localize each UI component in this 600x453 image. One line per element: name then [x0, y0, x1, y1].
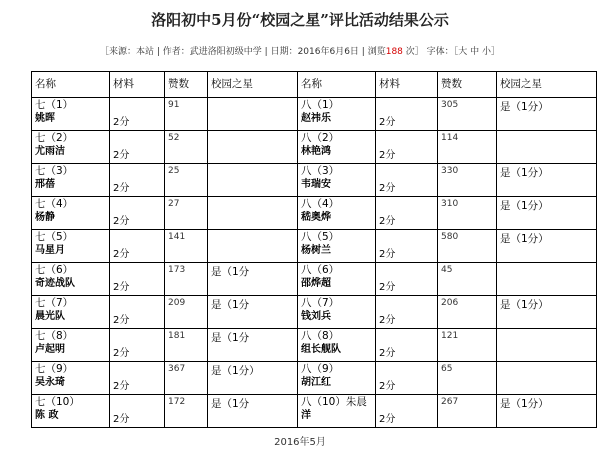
vote-count: 206	[441, 298, 459, 308]
name-cell	[32, 362, 110, 395]
class-label: 八（7）	[301, 297, 340, 309]
votes-cell	[438, 230, 497, 263]
name-cell	[298, 197, 376, 230]
name-cell	[298, 296, 376, 329]
entry-name: 杨静	[35, 212, 55, 223]
material-score: 2分	[113, 414, 130, 425]
votes-cell	[438, 395, 497, 428]
table-header-row	[32, 72, 597, 98]
star-cell	[497, 362, 597, 395]
material-cell	[110, 131, 165, 164]
class-label: 七（9）	[35, 363, 74, 375]
material-score: 2分	[379, 381, 396, 392]
header-material-left: 材料	[110, 72, 165, 98]
class-label: 七（6）	[35, 264, 74, 276]
table-row	[32, 362, 597, 395]
entry-name: 钱刘兵	[301, 311, 331, 322]
material-cell	[110, 362, 165, 395]
class-label: 七（7）	[35, 297, 74, 309]
footer-date: 2016年5月	[274, 437, 326, 448]
class-label: 七（8）	[35, 330, 74, 342]
entry-name: 杨树兰	[301, 245, 331, 256]
meta-source: ［来源：本站	[100, 47, 155, 57]
votes-cell	[165, 362, 208, 395]
class-label: 八（2）	[301, 132, 340, 144]
name-cell	[32, 395, 110, 428]
vote-count: 367	[168, 364, 186, 374]
material-cell	[376, 164, 438, 197]
votes-cell	[438, 164, 497, 197]
votes-cell	[165, 296, 208, 329]
table-row	[32, 98, 597, 131]
star-result: 是（1分）	[500, 398, 549, 410]
vote-count: 305	[441, 100, 459, 110]
header-votes-right: 赞数	[438, 72, 497, 98]
star-cell	[497, 164, 597, 197]
entry-name: 陈 政	[35, 410, 59, 421]
material-cell	[376, 296, 438, 329]
vote-count: 173	[168, 265, 186, 275]
material-score: 2分	[113, 150, 130, 161]
vote-count: 114	[441, 133, 459, 143]
class-label: 八（10）朱晨	[301, 396, 367, 408]
meta-author: 作者：武进洛阳初级中学	[162, 47, 262, 57]
article-meta: ［来源：本站 | 作者：武进洛阳初级中学 | 日期：2016年6月6日 | 浏览188 次］ 字体：［大 中 小］	[100, 47, 500, 57]
name-cell	[32, 164, 110, 197]
votes-cell	[438, 197, 497, 230]
star-result: 是（1分）	[500, 167, 549, 179]
star-cell	[497, 197, 597, 230]
name-cell	[298, 362, 376, 395]
star-cell	[208, 98, 298, 131]
votes-cell	[165, 230, 208, 263]
name-cell	[32, 296, 110, 329]
class-label: 七（4）	[35, 198, 74, 210]
entry-name: 邵烨超	[301, 278, 331, 289]
votes-cell	[165, 131, 208, 164]
material-score: 2分	[113, 117, 130, 128]
name-cell	[32, 329, 110, 362]
star-cell	[208, 296, 298, 329]
entry-name: 卢起明	[35, 344, 65, 355]
material-cell	[110, 98, 165, 131]
vote-count: 91	[168, 100, 180, 110]
star-result: 是（1分）	[500, 200, 549, 212]
material-score: 2分	[113, 249, 130, 260]
star-cell	[208, 263, 298, 296]
vote-count: 330	[441, 166, 459, 176]
table-row	[32, 197, 597, 230]
class-label: 八（8）	[301, 330, 340, 342]
material-cell	[110, 230, 165, 263]
class-label: 八（9）	[301, 363, 340, 375]
name-cell	[298, 98, 376, 131]
material-score: 2分	[113, 381, 130, 392]
vote-count: 27	[168, 199, 180, 209]
page-title: 洛阳初中5月份“校园之星”评比活动结果公示	[151, 11, 449, 29]
class-label: 八（5）	[301, 231, 340, 243]
star-cell	[208, 230, 298, 263]
star-result: 是（1分）	[211, 365, 260, 377]
votes-cell	[438, 98, 497, 131]
view-count: 188	[385, 47, 403, 57]
entry-name: 胡江红	[301, 377, 331, 388]
name-cell	[298, 131, 376, 164]
entry-name: 林艳鸿	[301, 146, 331, 157]
material-score: 2分	[113, 216, 130, 227]
material-score: 2分	[379, 117, 396, 128]
entry-name: 洋	[301, 410, 311, 421]
vote-count: 141	[168, 232, 186, 242]
class-label: 八（3）	[301, 165, 340, 177]
star-cell	[208, 362, 298, 395]
material-score: 2分	[379, 414, 396, 425]
name-cell	[32, 230, 110, 263]
results-table	[31, 71, 597, 428]
class-label: 八（1）	[301, 99, 340, 111]
name-cell	[32, 98, 110, 131]
star-cell	[208, 164, 298, 197]
material-score: 2分	[113, 282, 130, 293]
font-size-large-link[interactable]: 大	[458, 47, 468, 57]
name-cell	[298, 395, 376, 428]
material-score: 2分	[379, 150, 396, 161]
vote-count: 121	[441, 331, 459, 341]
class-label: 七（3）	[35, 165, 74, 177]
star-cell	[497, 131, 597, 164]
name-cell	[32, 197, 110, 230]
material-cell	[110, 395, 165, 428]
header-star-right: 校园之星	[497, 72, 597, 98]
votes-cell	[438, 329, 497, 362]
star-cell	[497, 230, 597, 263]
name-cell	[298, 230, 376, 263]
name-cell	[298, 263, 376, 296]
class-label: 七（10）	[35, 396, 80, 408]
star-result: 是（1分	[211, 332, 250, 344]
vote-count: 65	[441, 364, 453, 374]
material-score: 2分	[113, 348, 130, 359]
star-cell	[208, 197, 298, 230]
material-score: 2分	[379, 183, 396, 194]
class-label: 八（6）	[301, 264, 340, 276]
table-row	[32, 230, 597, 263]
material-score: 2分	[379, 348, 396, 359]
name-cell	[32, 131, 110, 164]
class-label: 七（2）	[35, 132, 74, 144]
name-cell	[32, 263, 110, 296]
entry-name: 奇迹战队	[35, 278, 75, 289]
material-cell	[376, 131, 438, 164]
entry-name: 吴永琦	[35, 377, 65, 388]
material-cell	[376, 263, 438, 296]
entry-name: 韦瑞安	[301, 179, 331, 190]
votes-cell	[438, 263, 497, 296]
class-label: 七（5）	[35, 231, 74, 243]
material-cell	[376, 329, 438, 362]
votes-cell	[165, 98, 208, 131]
entry-name: 尤雨洁	[35, 146, 65, 157]
votes-cell	[438, 362, 497, 395]
material-score: 2分	[379, 315, 396, 326]
votes-cell	[165, 329, 208, 362]
table-row	[32, 296, 597, 329]
entry-name: 嵇奥烨	[301, 212, 331, 223]
star-result: 是（1分	[211, 398, 250, 410]
star-cell	[497, 98, 597, 131]
star-result: 是（1分	[211, 266, 250, 278]
star-cell	[497, 395, 597, 428]
material-cell	[376, 197, 438, 230]
material-cell	[110, 197, 165, 230]
material-score: 2分	[379, 282, 396, 293]
class-label: 七（1）	[35, 99, 74, 111]
star-result: 是（1分）	[500, 233, 549, 245]
table-row	[32, 131, 597, 164]
table-row	[32, 263, 597, 296]
star-cell	[497, 329, 597, 362]
votes-cell	[438, 296, 497, 329]
material-score: 2分	[379, 216, 396, 227]
star-result: 是（1分	[211, 299, 250, 311]
header-name-left: 名称	[32, 72, 110, 98]
font-size-small-link[interactable]: 小］	[481, 47, 500, 57]
material-cell	[110, 329, 165, 362]
star-cell	[208, 395, 298, 428]
table-row	[32, 329, 597, 362]
votes-cell	[165, 395, 208, 428]
entry-name: 赵祎乐	[301, 113, 331, 124]
material-cell	[110, 263, 165, 296]
star-result: 是（1分）	[500, 101, 549, 113]
header-material-right: 材料	[376, 72, 438, 98]
votes-cell	[438, 131, 497, 164]
material-cell	[376, 362, 438, 395]
entry-name: 马星月	[35, 245, 65, 256]
font-size-medium-link[interactable]: 中	[470, 47, 480, 57]
star-result: 是（1分）	[500, 299, 549, 311]
name-cell	[298, 164, 376, 197]
table-row	[32, 395, 597, 428]
header-votes-left: 赞数	[165, 72, 208, 98]
votes-cell	[165, 263, 208, 296]
vote-count: 580	[441, 232, 459, 242]
vote-count: 209	[168, 298, 186, 308]
entry-name: 姚晖	[35, 113, 55, 124]
material-cell	[376, 395, 438, 428]
class-label: 八（4）	[301, 198, 340, 210]
material-cell	[110, 296, 165, 329]
star-cell	[497, 263, 597, 296]
star-cell	[497, 296, 597, 329]
star-cell	[208, 131, 298, 164]
material-score: 2分	[379, 249, 396, 260]
vote-count: 310	[441, 199, 459, 209]
entry-name: 邢蓓	[35, 179, 55, 190]
vote-count: 45	[441, 265, 453, 275]
material-cell	[376, 98, 438, 131]
vote-count: 25	[168, 166, 180, 176]
meta-date: 日期：2016年6月6日	[270, 47, 359, 57]
material-score: 2分	[113, 183, 130, 194]
votes-cell	[165, 197, 208, 230]
vote-count: 181	[168, 331, 186, 341]
header-name-right: 名称	[298, 72, 376, 98]
table-row	[32, 164, 597, 197]
material-cell	[110, 164, 165, 197]
vote-count: 172	[168, 397, 186, 407]
vote-count: 267	[441, 397, 459, 407]
material-score: 2分	[113, 315, 130, 326]
meta-views-label: 浏览	[367, 47, 386, 57]
star-cell	[208, 329, 298, 362]
entry-name: 组长舰队	[301, 344, 341, 355]
meta-views-unit: 次］	[405, 47, 424, 57]
meta-font-label: 字体：［	[426, 47, 459, 57]
header-star-left: 校园之星	[208, 72, 298, 98]
entry-name: 晨光队	[35, 311, 65, 322]
material-cell	[376, 230, 438, 263]
vote-count: 52	[168, 133, 180, 143]
votes-cell	[165, 164, 208, 197]
name-cell	[298, 329, 376, 362]
